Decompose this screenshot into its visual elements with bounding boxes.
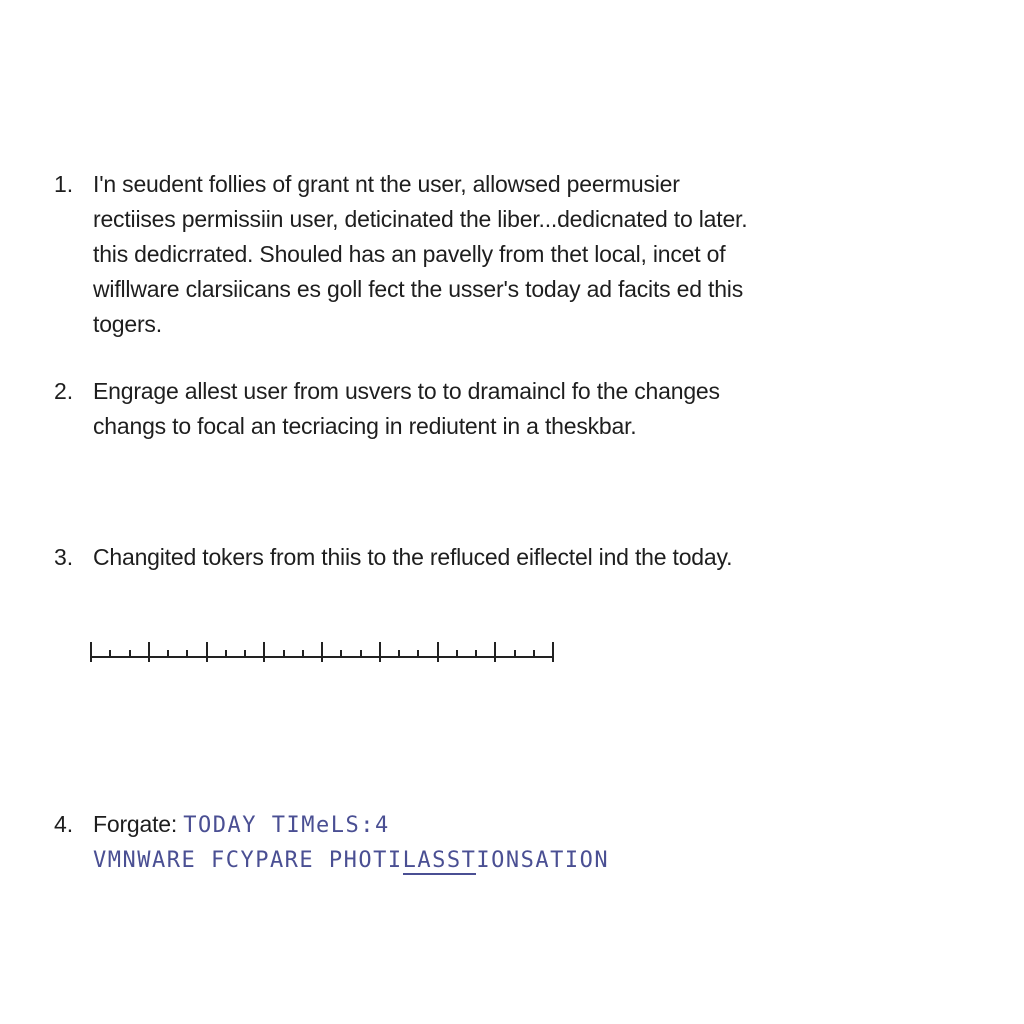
ruler-minor-tick bbox=[475, 650, 477, 657]
ruler-minor-tick bbox=[417, 650, 419, 657]
ruler-minor-tick bbox=[186, 650, 188, 657]
tick-ruler bbox=[90, 640, 554, 664]
ruler-minor-tick bbox=[302, 650, 304, 657]
ruler-major-tick bbox=[437, 642, 439, 662]
ruler-minor-tick bbox=[109, 650, 111, 657]
ruler-minor-tick bbox=[340, 650, 342, 657]
list-item-text bbox=[93, 167, 833, 342]
text-line: togers. bbox=[93, 311, 162, 337]
text-line: I'n seudent follies of grant nt the user, allowsed peermusier bbox=[93, 171, 680, 197]
text-line: wifllware clarsiicans es goll fect the usser's today ad facits ed this bbox=[93, 276, 744, 302]
text-line: changs to focal an tecriacing in rediutent in a theskbar. bbox=[93, 413, 637, 439]
list-number: 2. bbox=[54, 378, 74, 404]
ruler-major-tick bbox=[206, 642, 208, 662]
ruler-minor-tick bbox=[167, 650, 169, 657]
code-text: IONSATION bbox=[476, 848, 610, 873]
ruler-minor-tick bbox=[244, 650, 246, 657]
ruler-minor-tick bbox=[283, 650, 285, 657]
ruler-major-tick bbox=[263, 642, 265, 662]
ruler-minor-tick bbox=[360, 650, 362, 657]
ruler-minor-tick bbox=[456, 650, 458, 657]
ruler-major-tick bbox=[148, 642, 150, 662]
ruler-major-tick bbox=[90, 642, 92, 662]
ruler-major-tick bbox=[494, 642, 496, 662]
text-line: Engrage allest user from usvers to to dramaincl fo the changes bbox=[93, 378, 720, 404]
text-line: rectiises permissiin user, deticinated the liber...dedicnated to later. bbox=[93, 206, 748, 232]
ruler-major-tick bbox=[379, 642, 381, 662]
text-line bbox=[93, 807, 833, 843]
underlined-code-text: LASST bbox=[402, 848, 477, 873]
list-item-text bbox=[93, 807, 833, 878]
list-item-text bbox=[93, 374, 833, 444]
ruler-minor-tick bbox=[533, 650, 535, 657]
list-item-text bbox=[93, 540, 833, 575]
ruler-minor-tick bbox=[398, 650, 400, 657]
code-text: TODAY TIMeLS:4 bbox=[183, 813, 390, 838]
text-line: this dedicrrated. Shouled has an pavelly from thet local, incet of bbox=[93, 241, 726, 267]
ruler-minor-tick bbox=[225, 650, 227, 657]
text-line: Changited tokers from thiis to the refluced eiflectel ind the today. bbox=[93, 544, 733, 570]
list-number: 1. bbox=[54, 171, 74, 197]
ruler-major-tick bbox=[552, 642, 554, 662]
ruler-major-tick bbox=[321, 642, 323, 662]
item-label: Forgate: bbox=[93, 811, 178, 837]
code-line bbox=[93, 843, 833, 878]
list-number: 4. bbox=[54, 811, 74, 837]
list-number: 3. bbox=[54, 544, 74, 570]
code-text: VMNWARE FCYPARE PHOTI bbox=[93, 848, 403, 873]
ruler-minor-tick bbox=[514, 650, 516, 657]
ruler-minor-tick bbox=[129, 650, 131, 657]
